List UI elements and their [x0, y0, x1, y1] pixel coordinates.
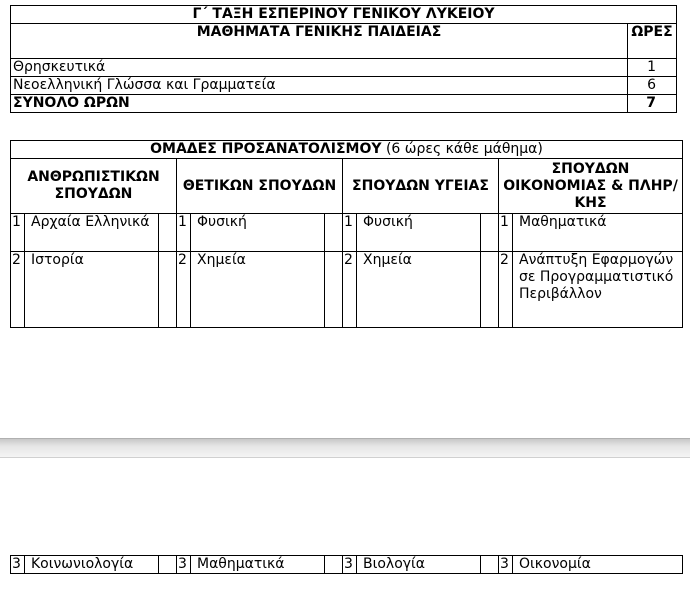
empty-cell [325, 556, 343, 574]
table-row [11, 77, 677, 95]
hours-cell: 6 [628, 77, 677, 95]
group-header-economics: ΣΠΟΥΔΩΝ ΟΙΚΟΝΟΜΙΑΣ & ΠΛΗΡ/ΚΗΣ [499, 159, 683, 214]
subject-cell: Ιστορία [25, 252, 159, 328]
subject-cell: Κοινωνιολογία [25, 556, 159, 574]
table-row [11, 214, 683, 252]
general-education-table [10, 5, 677, 113]
subject-cell: Θρησκευτικά [11, 59, 628, 77]
empty-cell [481, 252, 499, 328]
empty-cell [325, 214, 343, 252]
group-header-sciences: ΘΕΤΙΚΩΝ ΣΠΟΥΔΩΝ [177, 159, 343, 214]
row-number: 1 [499, 214, 513, 252]
subject-cell: Μαθηματικά [513, 214, 683, 252]
empty-cell [159, 556, 177, 574]
subject-cell: Οικονομία [513, 556, 683, 574]
subject-cell: Αρχαία Ελληνικά [25, 214, 159, 252]
subject-cell: Ανάπτυξη Εφαρμογών σε Προγραμματιστικό Περιβάλλον [513, 252, 683, 328]
subject-cell: Μαθηματικά [191, 556, 325, 574]
empty-cell [481, 214, 499, 252]
row-number: 2 [11, 252, 25, 328]
page-break-divider [0, 438, 690, 458]
row-number: 2 [343, 252, 357, 328]
row-number: 2 [499, 252, 513, 328]
row-number: 1 [11, 214, 25, 252]
table-row [11, 252, 683, 328]
subject-cell: Νεοελληνική Γλώσσα και Γραμματεία [11, 77, 628, 95]
table-title: Γ΄ ΤΑΞΗ ΕΣΠΕΡΙΝΟΥ ΓΕΝΙΚΟΥ ΛΥΚΕΙΟΥ [11, 6, 677, 24]
row-number: 3 [499, 556, 513, 574]
empty-cell [159, 214, 177, 252]
hours-cell: 1 [628, 59, 677, 77]
table-subtitle: ΜΑΘΗΜΑΤΑ ΓΕΝΙΚΗΣ ΠΑΙΔΕΙΑΣ [11, 24, 628, 59]
total-hours: 7 [628, 95, 677, 113]
subject-cell: Φυσική [191, 214, 325, 252]
group-header-health: ΣΠΟΥΔΩΝ ΥΓΕΙΑΣ [343, 159, 499, 214]
row-number: 3 [177, 556, 191, 574]
empty-cell [325, 252, 343, 328]
subject-cell: Φυσική [357, 214, 481, 252]
subject-cell: Χημεία [357, 252, 481, 328]
row-number: 2 [177, 252, 191, 328]
total-label: ΣΥΝΟΛΟ ΩΡΩΝ [11, 95, 628, 113]
groups-title: ΟΜΑΔΕΣ ΠΡΟΣΑΝΑΤΟΛΙΣΜΟΥ (6 ώρες κάθε μάθημα) [11, 141, 683, 159]
total-row [11, 95, 677, 113]
row-number: 3 [11, 556, 25, 574]
row-number: 1 [343, 214, 357, 252]
empty-cell [481, 556, 499, 574]
table-row [11, 59, 677, 77]
subject-cell: Βιολογία [357, 556, 481, 574]
row-number: 1 [177, 214, 191, 252]
subject-cell: Χημεία [191, 252, 325, 328]
row-number: 3 [343, 556, 357, 574]
orientation-groups-table [10, 140, 683, 328]
empty-cell [159, 252, 177, 328]
orientation-groups-table-continued [10, 555, 683, 574]
table-row [11, 556, 683, 574]
group-header-humanities: ΑΝΘΡΩΠΙΣΤΙΚΩΝ ΣΠΟΥΔΩΝ [11, 159, 177, 214]
hours-header: ΩΡΕΣ [628, 24, 677, 59]
